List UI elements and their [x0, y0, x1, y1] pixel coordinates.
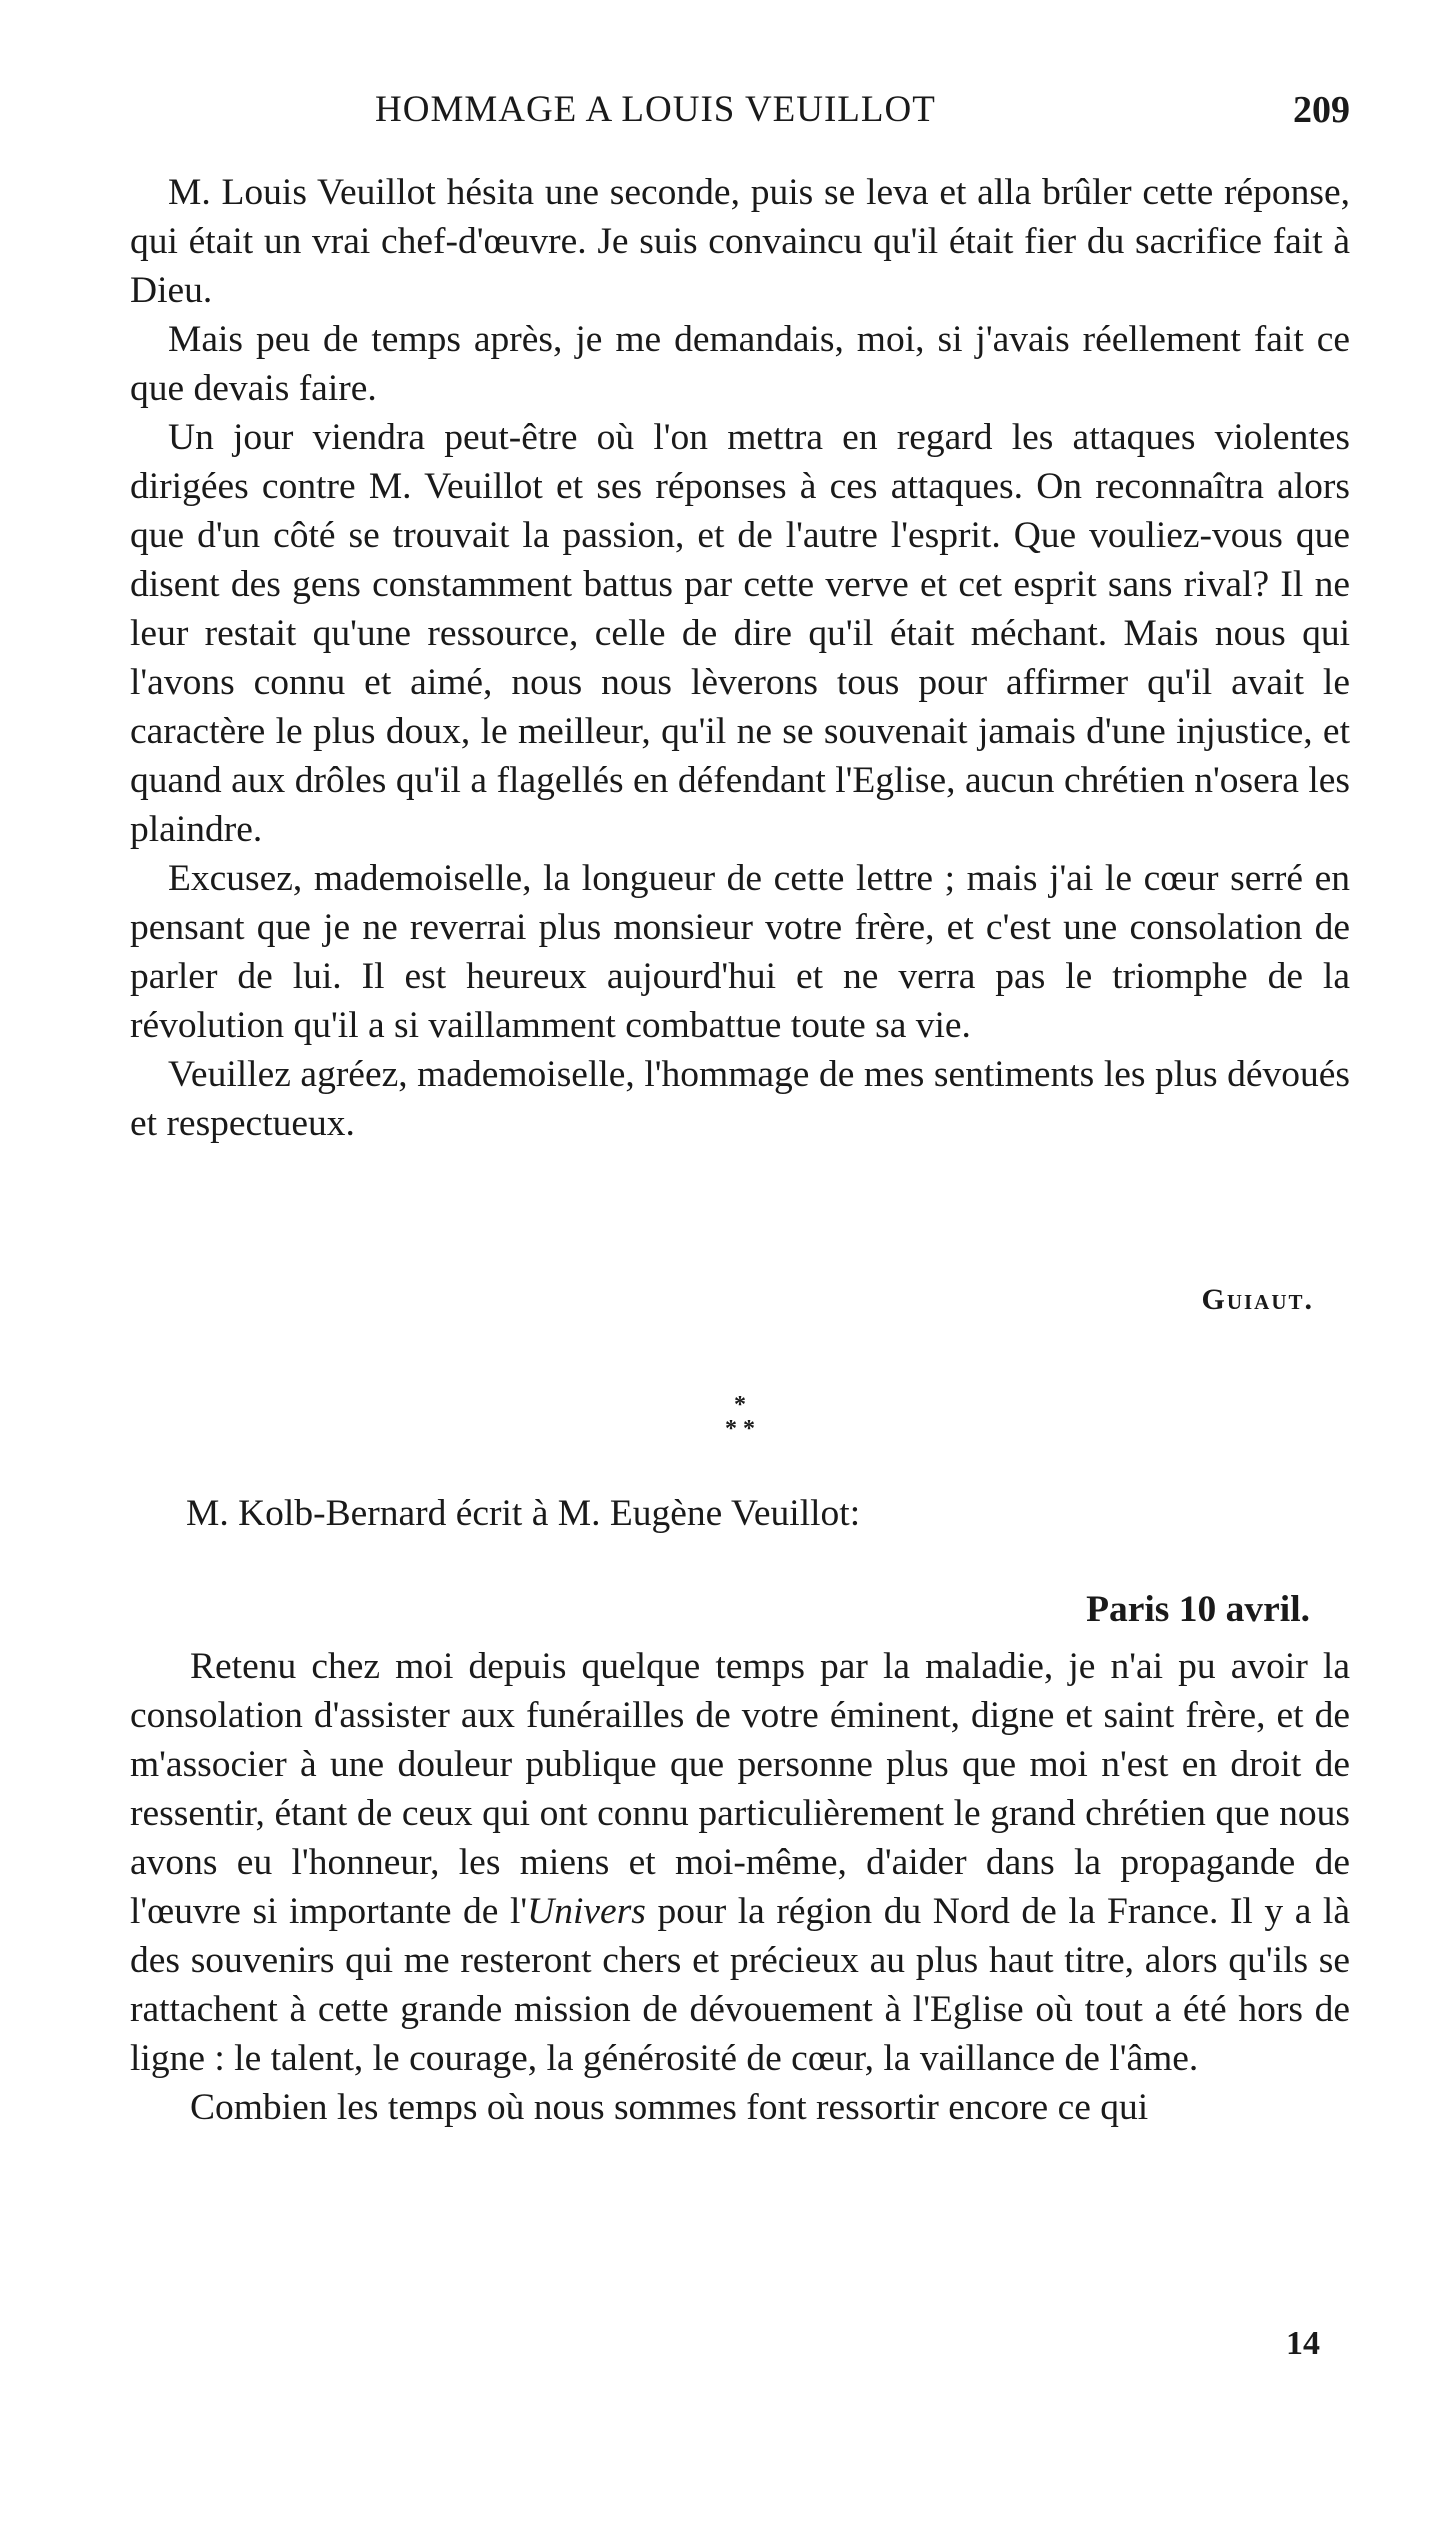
- letter-signature: Guiaut.: [1201, 1283, 1314, 1316]
- paragraph-text: Retenu chez moi depuis quelque temps par la maladie, je n'ai pu avoir la consolation d'assister aux funérailles de votre éminent, digne et saint frère, et de m'associer à une douleur publique que personne plus que moi n'est en droit de ressentir, étant de ceux qui ont connu particulièrement le grand chrétien que nous avons eu l'honneur, les miens et moi-même, d'aider dans la propagande de l'œuvre si importante de l': [130, 1646, 1350, 1932]
- page-header: [130, 88, 1350, 138]
- paragraph: Mais peu de temps après, je me demandais, moi, si j'avais réellement fait ce que devais faire.: [130, 319, 1350, 409]
- paragraph: Un jour viendra peut-être où l'on mettra en regard les attaques violentes dirigées contre M. Veuillot et ses réponses à ces attaques. On reconnaîtra alors que d'un côté se trouvait la passion, et de l'autre l'esprit. Que vouliez-vous que disent des gens constamment battus par cette verve et cet esprit sans rival? Il ne leur restait qu'une ressource, celle de dire qu'il était méchant. Mais nous qui l'avons connu et aimé, nous nous lèverons tous pour affirmer qu'il avait le caractère le plus doux, le meilleur, qu'il ne se souvenait jamais d'une injustice, et quand aux drôles qu'il a flagellés en défendant l'Eglise, aucun chrétien n'osera les plaindre.: [130, 417, 1350, 850]
- section-separator-asterism: * * *: [725, 1392, 755, 1442]
- paragraph: Combien les temps où nous sommes font ressortir encore ce qui: [190, 2087, 1149, 2128]
- letter-dateline: Paris 10 avril.: [1086, 1589, 1310, 1630]
- paragraph: Excusez, mademoiselle, la longueur de cette lettre ; mais j'ai le cœur serré en pensant que je ne reverrai plus monsieur votre frère, et c'est une consolation de parler de lui. Il est heureux aujourd'hui et ne verra pas le triomphe de la révolution qu'il a si vaillamment combattue toute sa vie.: [130, 858, 1350, 1046]
- paragraph-text: pour la région du Nord de la France. Il y a là des souvenirs qui me resteront chers et précieux au plus haut titre, alors qu'ils se rattachent à cette grande mission de dévouement à l'Eglise où tout a été hors de ligne : le talent, le courage, la générosité de cœur, la vaillance de l'âme.: [130, 1891, 1350, 2079]
- letter-kolb-bernard-body: [130, 1642, 1350, 2132]
- journal-title: Univers: [527, 1891, 646, 1932]
- running-title: HOMMAGE A LOUIS VEUILLOT: [375, 89, 936, 130]
- letter-intro: M. Kolb-Bernard écrit à M. Eugène Veuillot:: [186, 1493, 861, 1534]
- signature-mark: 14: [1286, 2325, 1320, 2362]
- paragraph: M. Louis Veuillot hésita une seconde, puis se leva et alla brûler cette réponse, qui était un vrai chef-d'œuvre. Je suis convaincu qu'il était fier du sacrifice fait à Dieu.: [130, 172, 1350, 311]
- paragraph: Veuillez agréez, mademoiselle, l'hommage de mes sentiments les plus dévoués et respectueux.: [130, 1054, 1350, 1144]
- page-number: 209: [1293, 89, 1350, 131]
- paragraph: [130, 1642, 1350, 2083]
- letter-guiaut-body: [130, 168, 1350, 1148]
